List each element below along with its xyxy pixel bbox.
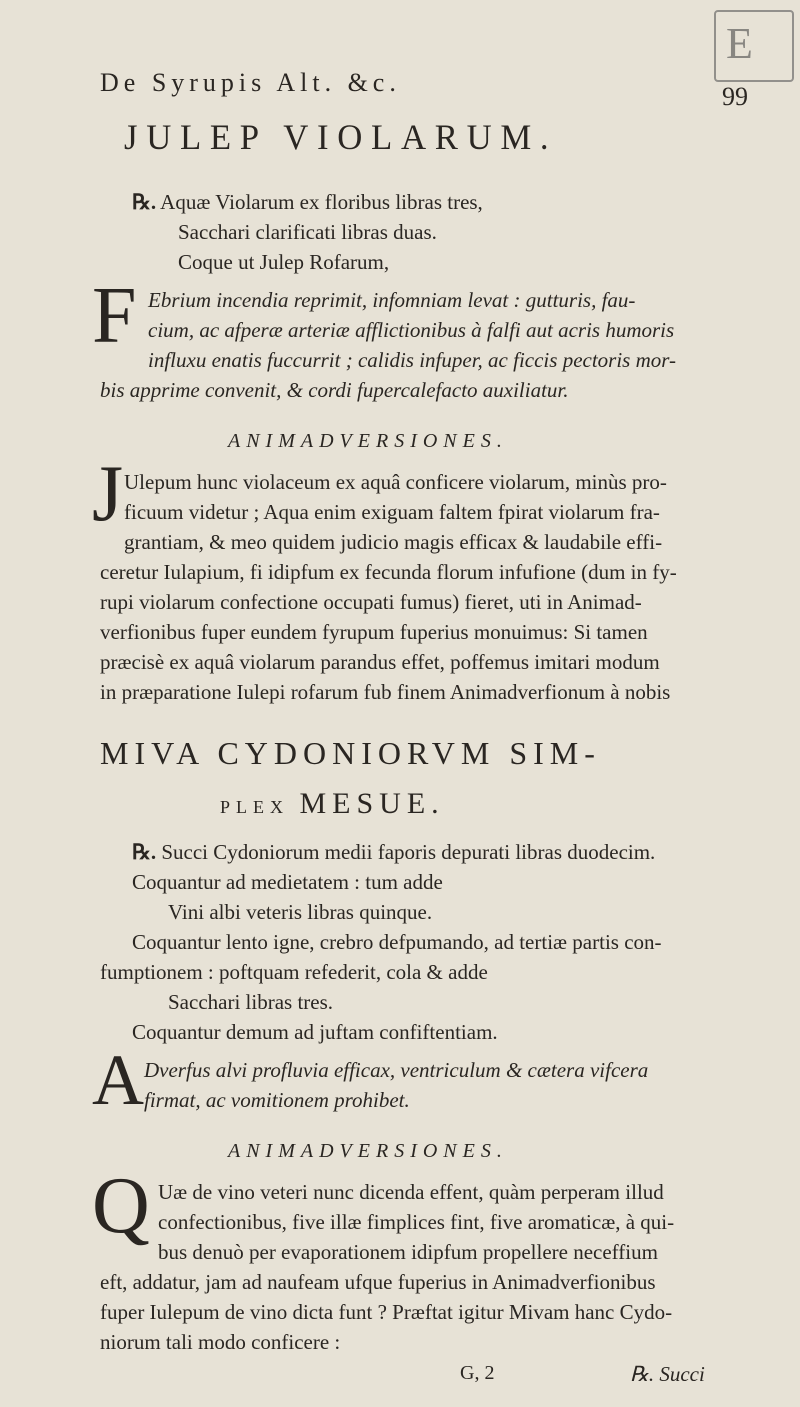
commentary-line: grantiam, & meo quidem judicio magis efficax & laudabile effi- [124,530,663,554]
recipe-line: Sacchari libras tres. [168,990,334,1014]
recipe-line: Coquantur demum ad juftam confiftentiam. [132,1020,498,1044]
commentary-line: in præparatione Iulepi rofarum fub finem Animadverfionum à nobis [100,680,671,704]
recipe-symbol: ℞. [132,840,157,864]
commentary-line: ceretur Iulapium, fi idipfum ex fecunda florum infufione (dum in fy- [100,560,677,584]
recipe-symbol: ℞. [132,190,157,214]
animadversiones-heading: ANIMADVERSIONES. [228,430,508,452]
recipe-line: Vini albi veteris libras quinque. [168,900,433,924]
commentary-line: fuper Iulepum de vino dicta funt ? Præftat igitur Mivam hanc Cydo- [100,1300,673,1324]
commentary-line: præcisè ex aquâ violarum parandus effet, poffemus imitari modum [100,650,660,674]
commentary-line: bus denuò per evaporationem idipfum propellere neceffium [158,1240,658,1264]
library-stamp [714,10,794,82]
recipe-line: Coquantur lento igne, crebro defpumando, ad tertiæ partis con- [132,930,662,954]
commentary-line: niorum tali modo conficere : [100,1330,341,1354]
commentary-line: verfionibus fuper eundem fyrupum fuperius monuimus: Si tamen [100,620,648,644]
catchword: ℞. Succi [630,1362,705,1386]
drop-cap: F [92,272,137,360]
virtues-line: firmat, ac vomitionem prohibet. [144,1088,410,1112]
drop-cap: Q [92,1162,150,1250]
running-header: De Syrupis Alt. &c. [100,68,401,97]
recipe-line: ℞. Succi Cydoniorum medii faporis depurati libras duodecim. [132,840,656,864]
virtues-line: influxu enatis fuccurrit ; calidis infuper, ac ficcis pectoris mor- [148,348,677,372]
drop-cap: A [92,1040,144,1120]
virtues-line: bis apprime convenit, & cordi fupercalefacto auxiliatur. [100,378,569,402]
page-number: 99 [722,82,748,111]
virtues-line: Dverfus alvi profluvia efficax, ventriculum & cætera vifcera [144,1058,649,1082]
recipe-line: Coque ut Julep Rofarum, [178,250,390,274]
commentary-line: eft, addatur, jam ad naufeam ufque fuperius in Animadverfionibus [100,1270,656,1294]
signature-mark: G, 2 [460,1362,495,1384]
commentary-line: confectionibus, five illæ fimplices fint, five aromaticæ, à qui- [158,1210,675,1234]
virtues-line: cium, ac afperæ arteriæ afflictionibus à falfi aut acris humoris [148,318,675,342]
animadversiones-heading: ANIMADVERSIONES. [228,1140,508,1162]
recipe-author: PLEX MESUE. [220,787,445,820]
drop-cap: J [92,450,124,538]
recipe-title: JULEP VIOLARUM. [124,117,558,157]
virtues-line: Ebrium incendia reprimit, infomniam levat : gutturis, fau- [148,288,636,312]
commentary-line: ficuum videtur ; Aqua enim exiguam faltem fpirat violarum fra- [124,500,660,524]
stamp-letter: E [726,19,753,68]
recipe-title: MIVA CYDONIORVM SIM- [100,735,601,771]
recipe-line: Sacchari clarificati libras duas. [178,220,437,244]
commentary-line: Uæ de vino veteri nunc dicenda effent, quàm perperam illud [158,1180,664,1204]
recipe-line: fumptionem : poftquam refederit, cola & adde [100,960,488,984]
commentary-line: Ulepum hunc violaceum ex aquâ conficere violarum, minùs pro- [124,470,667,494]
recipe-line: Coquantur ad medietatem : tum adde [132,870,443,894]
commentary-line: rupi violarum confectione occupati fumus) fieret, uti in Animad- [100,590,642,614]
recipe-line: ℞. Aquæ Violarum ex floribus libras tres, [132,190,483,214]
